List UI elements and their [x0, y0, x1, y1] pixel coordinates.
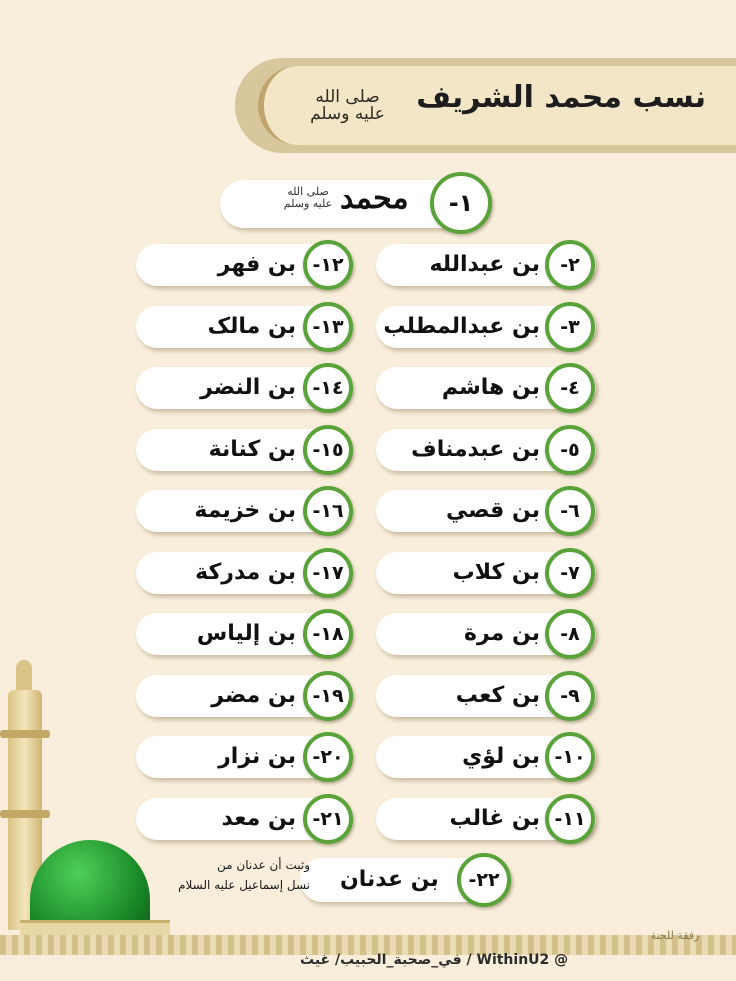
lineage-item-5-label: بن عبدمناف: [411, 436, 540, 462]
lineage-number-badge-7: ٧-: [545, 548, 595, 598]
lineage-item-15-label: بن كنانة: [208, 436, 296, 462]
lineage-number-badge-12: ١٢-: [303, 240, 353, 290]
lineage-number-badge-9: ٩-: [545, 671, 595, 721]
lineage-item-2-label: بن عبدالله: [429, 252, 540, 277]
lineage-item-1-name: محمد: [340, 181, 409, 216]
lineage-number-badge-19: ١٩-: [303, 671, 353, 721]
lineage-number-badge-1: ١-: [430, 172, 492, 234]
lineage-item-7-label: بن كلاب: [452, 559, 540, 585]
lineage-item-3-label: بن عبدالمطلب: [383, 313, 540, 339]
lineage-item-9-label: بن كعب: [455, 682, 540, 708]
item-1-salutation: صلى الله عليه وسلم: [283, 185, 333, 210]
lineage-number-badge-21: ٢١-: [303, 794, 353, 844]
salutation-calligraphy: صلى الله عليه وسلم: [310, 87, 385, 124]
footer-credits: في_صحبة_الحبيب/ غيث / WithinU2 @: [300, 952, 569, 968]
lineage-item-16-label: بن خزيمة: [194, 498, 296, 523]
lineage-item-4-label: بن هاشم: [441, 375, 540, 400]
lineage-item-21-label: بن معد: [221, 805, 296, 831]
lineage-number-badge-22: ٢٢-: [457, 853, 511, 907]
lineage-number-badge-4: ٤-: [545, 363, 595, 413]
lineage-number-badge-6: ٦-: [545, 486, 595, 536]
page-title: نسب محمد الشريف: [416, 80, 706, 115]
lineage-number-badge-2: ٢-: [545, 240, 595, 290]
lineage-item-14-label: بن النضر: [200, 375, 296, 400]
lineage-item-10-label: بن لؤي: [462, 744, 540, 769]
lineage-number-badge-8: ٨-: [545, 609, 595, 659]
lineage-item-12-label: بن فهر: [217, 252, 296, 277]
lineage-number-badge-10: ١٠-: [545, 732, 595, 782]
lineage-item-20-label: بن نزار: [218, 744, 296, 769]
lineage-item-19-label: بن مضر: [211, 682, 296, 708]
lineage-item-11-label: بن غالب: [449, 805, 540, 831]
lineage-number-badge-20: ٢٠-: [303, 732, 353, 782]
lineage-number-badge-15: ١٥-: [303, 425, 353, 475]
lineage-number-badge-18: ١٨-: [303, 609, 353, 659]
lineage-item-6-label: بن قصي: [445, 498, 540, 523]
lineage-number-badge-3: ٣-: [545, 302, 595, 352]
brand-logo: رفقة للجنة: [650, 928, 700, 942]
lineage-item-18-label: بن إلياس: [196, 621, 296, 646]
lineage-item-17-label: بن مدركة: [195, 559, 296, 585]
lineage-number-badge-11: ١١-: [545, 794, 595, 844]
lineage-number-badge-13: ١٣-: [303, 302, 353, 352]
lineage-item-8-label: بن مرة: [463, 621, 540, 646]
note-line-2: نسل إسماعيل عليه السلام: [178, 878, 310, 892]
lineage-number-badge-16: ١٦-: [303, 486, 353, 536]
lineage-number-badge-5: ٥-: [545, 425, 595, 475]
lineage-item-22-label: بن عدنان: [340, 867, 439, 892]
lineage-number-badge-14: ١٤-: [303, 363, 353, 413]
adnan-note: [160, 855, 310, 895]
lineage-item-13-label: بن مالک: [207, 313, 296, 339]
note-line-1: وثبت أن عدنان من: [217, 858, 310, 872]
lineage-number-badge-17: ١٧-: [303, 548, 353, 598]
